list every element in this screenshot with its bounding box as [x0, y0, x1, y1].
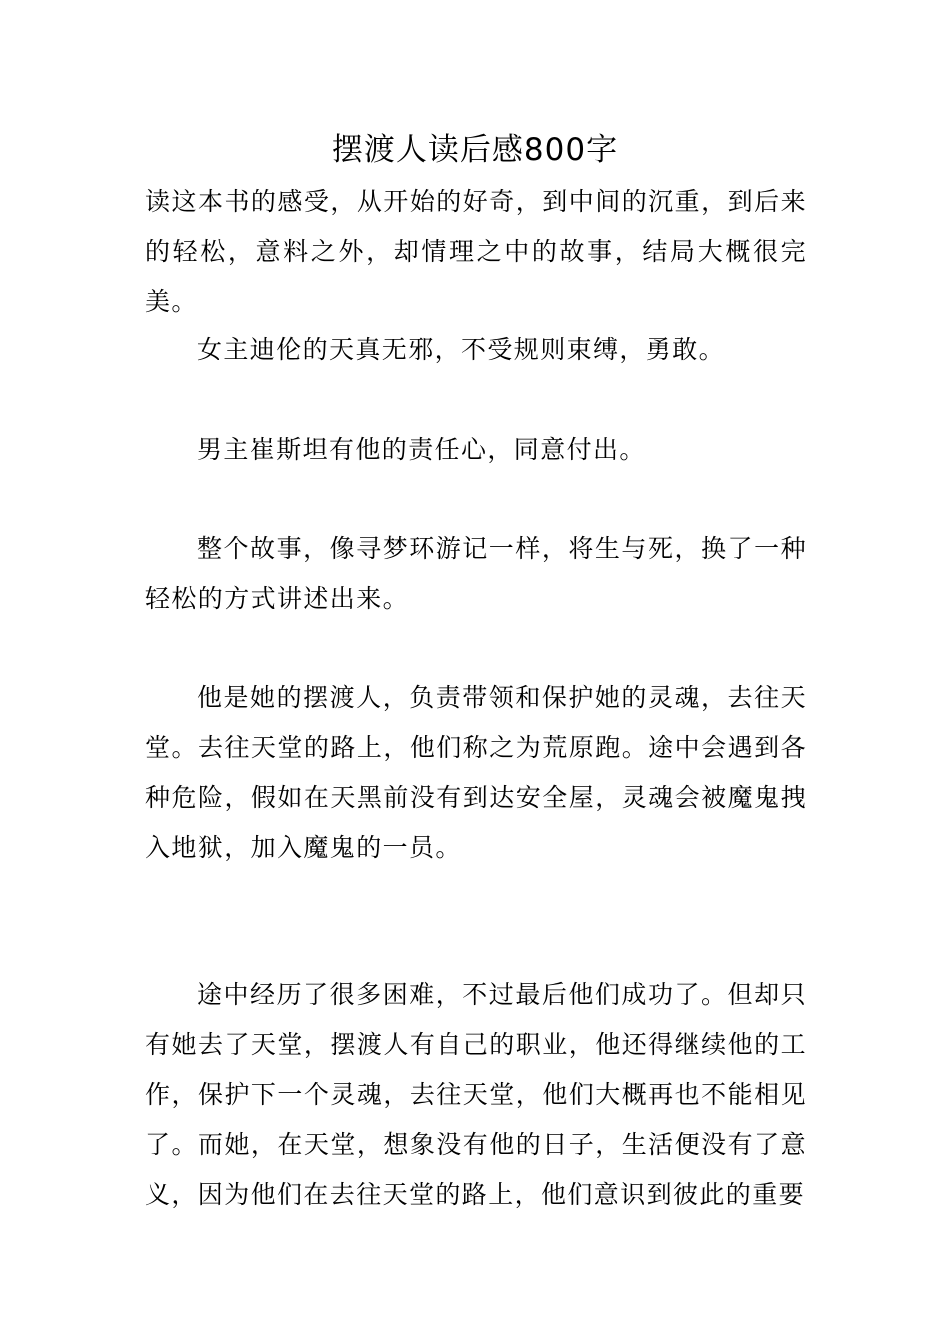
paragraph-6: 途中经历了很多困难，不过最后他们成功了。但却只有她去了天堂，摆渡人有自己的职业，他还得继续他的工作，保护下一个灵魂，去往天堂，他们大概再也不能相见了。而她，在天堂，想象没有他的日子，生活便没有了意义，因为他们在去往天堂的路上，他们意识到彼此的重要	[145, 980, 807, 1209]
paragraph-4: 整个故事，像寻梦环游记一样，将生与死，换了一种轻松的方式讲述出来。	[145, 534, 807, 613]
paragraph-3: 男主崔斯坦有他的责任心，同意付出。	[197, 435, 646, 464]
paragraph-1: 读这本书的感受，从开始的好奇，到中间的沉重，到后来的轻松，意料之外，却情理之中的故事，结局大概很完美。	[145, 187, 807, 316]
document-title: 摆渡人读后感800字	[331, 132, 619, 168]
paragraph-5: 他是她的摆渡人，负责带领和保护她的灵魂，去往天堂。去往天堂的路上，他们称之为荒原跑。途中会遇到各种危险，假如在天黑前没有到达安全屋，灵魂会被魔鬼拽入地狱，加入魔鬼的一员。	[145, 683, 807, 862]
paragraph-2: 女主迪伦的天真无邪，不受规则束缚，勇敢。	[197, 335, 726, 364]
